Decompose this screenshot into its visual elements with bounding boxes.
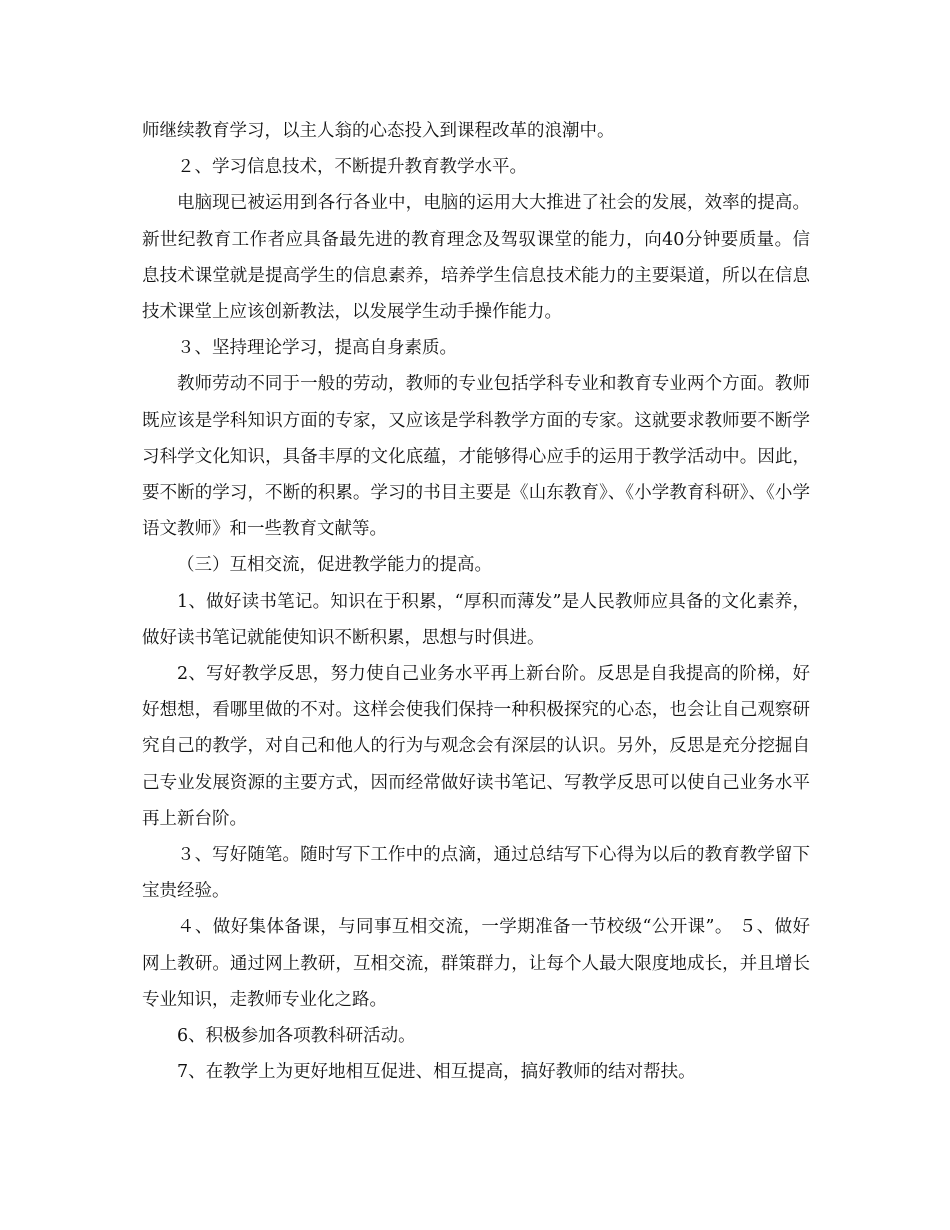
paragraph-continuation: 师继续教育学习，以主人翁的心态投入到课程改革的浪潮中。 [142, 121, 615, 141]
section-heading-3: （三）互相交流，促进教学能力的提高。 [177, 555, 492, 576]
heading-item-3: ３、坚持理论学习，提高自身素质。 [177, 338, 457, 359]
list-item-7: 7、在教学上为更好地相互促进、相互提高，搞好教师的结对帮扶。 [177, 1062, 696, 1083]
list-item-2: 2、写好教学反思，努力使自己业务水平再上新台阶。反思是自我提高的阶梯，好好想想，看哪里做的不对。这样会使我们保持一种积极探究的心态，也会让自己观察研究自己的教学，对自己和他人的行为与观念会有深层的认识。另外，反思是充分挖掘自己专业发展资源的主要方式，因而经常做好读书笔记、写教学反思可以使自己业务水平再上新台阶。 [142, 664, 810, 829]
list-item-3: ３、写好随笔。随时写下工作中的点滴，通过总结写下心得为以后的教育教学留下宝贵经验。 [142, 845, 810, 902]
document-body [142, 113, 810, 1090]
list-item-1: 1、做好读书笔记。知识在于积累，“厚积而薄发”是人民教师应具备的文化素养，做好读书笔记就能使知识不断积累，思想与时俱进。 [142, 591, 810, 648]
paragraph-teacher-labor: 教师劳动不同于一般的劳动，教师的专业包括学科专业和教育专业两个方面。教师既应该是学科知识方面的专家，又应该是学科教学方面的专家。这就要求教师要不断学习科学文化知识，具备丰厚的文化底蕴，才能够得心应手的运用于教学活动中。因此，要不断的学习，不断的积累。学习的书目主要是《山东教育》、《小学教育科研》、《小学语文教师》和一些教育文献等。 [142, 374, 810, 540]
heading-item-2: ２、学习信息技术，不断提升教育教学水平。 [177, 157, 527, 178]
paragraph-computer-usage: 电脑现已被运用到各行各业中，电脑的运用大大推进了社会的发展，效率的提高。新世纪教育工作者应具备最先进的教育理念及驾驭课堂的能力，向40分钟要质量。信息技术课堂就是提高学生的信息素养，培养学生信息技术能力的主要渠道，所以在信息技术课堂上应该创新教法，以发展学生动手操作能力。 [142, 193, 810, 323]
list-item-6: 6、积极参加各项教科研活动。 [177, 1026, 416, 1047]
list-item-4-5: ４、做好集体备课，与同事互相交流，一学期准备一节校级“公开课”。 ５、做好网上教研。通过网上教研，互相交流，群策群力，让每个人最大限度地成长，并且增长专业知识，走教师专业化之路。 [142, 917, 810, 1010]
